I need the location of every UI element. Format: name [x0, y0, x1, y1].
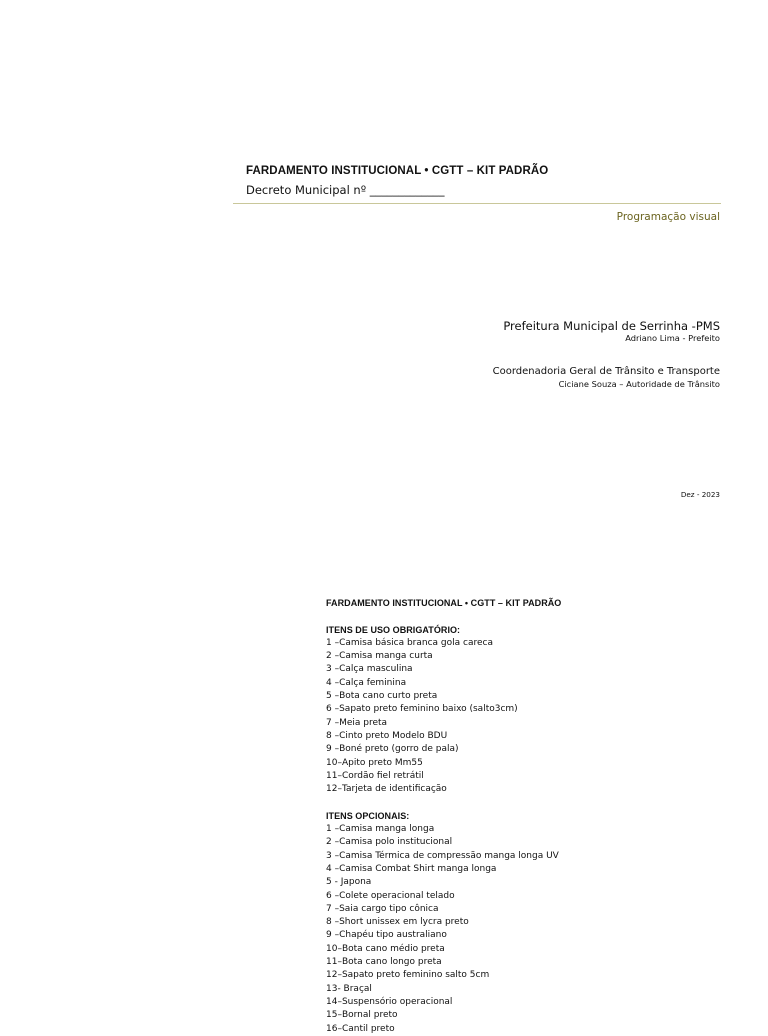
list-item: 6 –Sapato preto feminino baixo (salto3cm) — [326, 704, 518, 715]
spacer — [326, 610, 746, 623]
list-item: 4 –Calça feminina — [326, 677, 407, 688]
cover-title: FARDAMENTO INSTITUCIONAL • CGTT – KIT PADRÃO — [246, 165, 549, 177]
list-item: 12–Tarjeta de identificação — [326, 784, 447, 795]
optional-list — [326, 823, 746, 1036]
decree-line: Decreto Municipal nº _____________ — [246, 183, 445, 197]
list-item: 11–Cordão fiel retrátil — [326, 770, 424, 781]
list-item: 7 –Meia preta — [326, 717, 388, 728]
list-item: 4 –Camisa Combat Shirt manga longa — [326, 863, 497, 874]
list-item: 7 –Saia cargo tipo cônica — [326, 903, 439, 914]
header-divider — [233, 203, 721, 204]
org-second: Coordenadoria Geral de Trânsito e Transporte — [492, 366, 720, 377]
list-item: 9 –Chapéu tipo australiano — [326, 930, 447, 941]
optional-heading: ITENS OPCIONAIS: — [326, 810, 410, 821]
list-item: 3 –Camisa Térmica de compressão manga longa UV — [326, 850, 559, 861]
list-item: 8 –Cinto preto Modelo BDU — [326, 730, 448, 741]
spacer — [326, 796, 746, 809]
list-item: 5 - Japona — [326, 877, 372, 888]
list-item: 10–Bota cano médio preta — [326, 943, 445, 954]
list-item: 13- Braçal — [326, 983, 372, 994]
list-item: 2 –Camisa manga curta — [326, 651, 433, 662]
list-item: 6 –Colete operacional telado — [326, 890, 455, 901]
list-item: 1 –Camisa básica branca gola careca — [326, 637, 493, 648]
list-item: 16–Cantil preto — [326, 1023, 395, 1034]
mandatory-list — [326, 637, 746, 797]
mandatory-heading: ITENS DE USO OBRIGATÓRIO: — [326, 624, 461, 635]
list-item: 11–Bota cano longo preta — [326, 957, 442, 968]
org-main-person: Adriano Lima - Prefeito — [625, 333, 720, 343]
list-item: 5 –Bota cano curto preta — [326, 691, 438, 702]
list-item: 14–Suspensório operacional — [326, 996, 453, 1007]
list-item: 1 –Camisa manga longa — [326, 824, 435, 835]
list-title: FARDAMENTO INSTITUCIONAL • CGTT – KIT PADRÃO — [326, 598, 562, 608]
list-item: 2 –Camisa polo institucional — [326, 837, 453, 848]
org-second-person: Ciciane Souza – Autoridade de Trânsito — [558, 379, 720, 389]
list-item: 10–Apito preto Mm55 — [326, 757, 423, 768]
list-item: 12–Sapato preto feminino salto 5cm — [326, 970, 490, 981]
cover-subtitle: Programação visual — [616, 211, 720, 223]
org-main: Prefeitura Municipal de Serrinha -PMS — [503, 319, 720, 333]
list-item: 15–Bornal preto — [326, 1010, 398, 1021]
list-item: 8 –Short unissex em lycra preto — [326, 917, 469, 928]
item-list-section — [326, 597, 746, 1036]
list-item: 9 –Boné preto (gorro de pala) — [326, 744, 459, 755]
cover-date: Dez - 2023 — [680, 490, 720, 499]
list-item: 3 –Calça masculina — [326, 664, 413, 675]
